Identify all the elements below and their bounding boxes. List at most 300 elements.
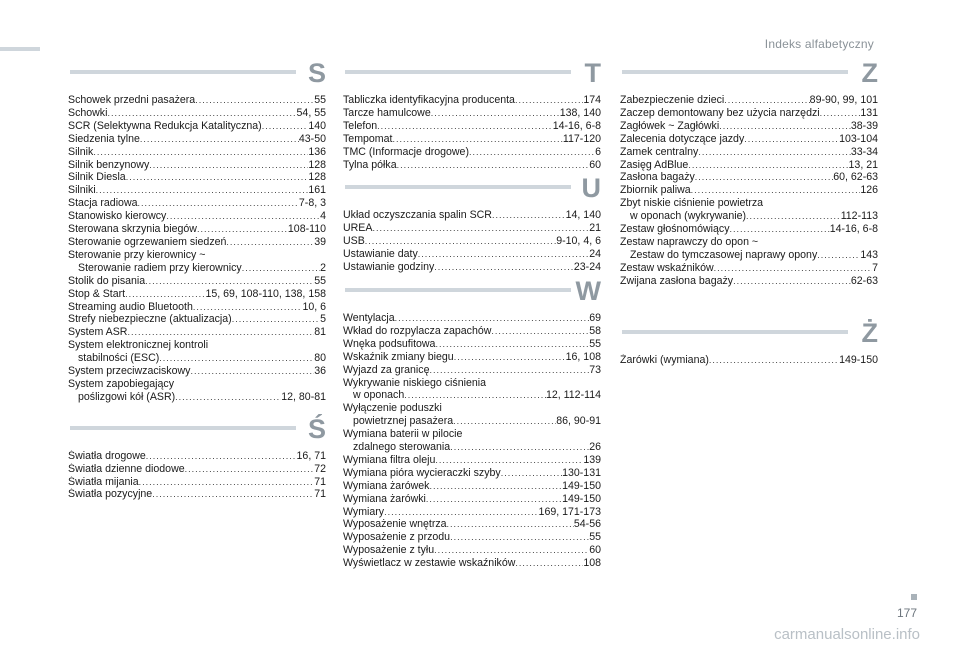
entry-term: Zasięg AdBlue — [620, 158, 689, 171]
dot-leader — [429, 480, 562, 493]
entry-pages: 126 — [860, 184, 878, 197]
entry-term: w oponach — [353, 389, 405, 402]
dot-leader — [166, 210, 320, 223]
entry-term: Tempomat — [343, 132, 393, 145]
dot-leader — [714, 262, 872, 275]
entry-list — [620, 354, 878, 367]
index-entry — [68, 120, 326, 133]
entry-pages: 73 — [589, 363, 601, 376]
index-entry — [343, 441, 601, 454]
entry-term: poślizgowi kół (ASR) — [78, 390, 176, 403]
entry-term: System zapobiegający — [68, 377, 174, 390]
section-divider — [70, 70, 296, 74]
index-entry — [620, 94, 878, 107]
entry-term: Tylna półka — [343, 158, 397, 171]
dot-leader — [195, 94, 314, 107]
index-entry — [620, 236, 878, 249]
index-entry — [343, 402, 601, 415]
index-entry — [343, 506, 601, 519]
dot-leader — [454, 351, 566, 364]
entry-term: Silnik Diesla — [68, 171, 126, 184]
index-entry — [620, 262, 878, 275]
entry-pages: 72 — [314, 462, 326, 475]
entry-term: Telefon — [343, 119, 378, 132]
dot-leader — [746, 210, 841, 223]
entry-term: Żarówki (wymiana) — [620, 353, 709, 366]
entry-pages: 174 — [583, 94, 601, 106]
section-letter: Z — [861, 58, 878, 88]
entry-term: Schowki — [68, 106, 108, 119]
dot-leader — [435, 338, 589, 351]
entry-list — [343, 312, 601, 570]
dot-leader — [435, 454, 583, 467]
dot-leader — [724, 94, 809, 107]
entry-pages: 81 — [314, 326, 326, 339]
index-entry — [343, 261, 601, 274]
index-entry — [68, 391, 326, 404]
index-entry — [68, 450, 326, 463]
index-entry — [343, 312, 601, 325]
entry-term: Stolik do pisania — [68, 274, 146, 287]
index-section — [68, 58, 326, 404]
entry-pages: 55 — [589, 337, 601, 350]
entry-pages: 71 — [314, 488, 326, 501]
entry-pages: 39 — [314, 235, 326, 248]
dot-leader — [145, 275, 314, 288]
entry-pages: 136 — [308, 145, 326, 158]
entry-term: Zaczep demontowany bez użycia narzędzi — [620, 106, 820, 119]
entry-list — [620, 94, 878, 288]
index-section — [620, 58, 878, 288]
index-entry — [343, 531, 601, 544]
entry-pages: 60 — [589, 544, 601, 557]
dot-leader — [193, 301, 303, 314]
index-entry — [68, 262, 326, 275]
entry-pages: 62-63 — [850, 274, 878, 287]
entry-pages: 14-16, 6-8 — [829, 223, 878, 236]
dot-leader — [492, 209, 566, 222]
index-section — [620, 317, 878, 367]
entry-term: Zestaw naprawczy do opon ~ — [620, 235, 759, 248]
entry-pages: 55 — [589, 531, 601, 544]
index-entry — [68, 133, 326, 146]
entry-pages: 10, 6 — [302, 300, 326, 313]
section-divider — [345, 288, 571, 292]
entry-pages: 108-110 — [287, 223, 326, 236]
entry-pages: 140 — [308, 119, 326, 132]
entry-term: Wnęka podsufitowa — [343, 337, 436, 350]
entry-term: zdalnego sterowania — [353, 441, 451, 454]
entry-pages: 71 — [314, 475, 326, 488]
dot-leader — [447, 518, 574, 531]
dot-leader — [730, 223, 830, 236]
entry-term: Wentylacja — [343, 311, 395, 324]
entry-pages: 58 — [589, 324, 601, 337]
index-entry — [343, 415, 601, 428]
index-entry — [343, 467, 601, 480]
index-entry — [68, 171, 326, 184]
index-entry — [620, 354, 878, 367]
entry-term: Strefy niebezpieczne (aktualizacja) — [68, 313, 232, 326]
dot-leader — [733, 275, 851, 288]
entry-term: Zagłówek ~ Zagłówki — [620, 119, 720, 132]
index-entry — [343, 338, 601, 351]
page-number: 177 — [896, 606, 917, 620]
entry-pages: 4 — [320, 210, 326, 223]
entry-pages: 16, 71 — [296, 449, 326, 462]
section-divider — [622, 70, 848, 74]
entry-pages: 12, 80-81 — [281, 390, 326, 403]
dot-leader — [377, 120, 553, 133]
section-letter: S — [307, 58, 326, 88]
index-entry — [620, 107, 878, 120]
dot-leader — [127, 326, 314, 339]
index-column-1 — [68, 58, 326, 501]
index-entry — [343, 94, 601, 107]
entry-term: Ustawianie daty — [343, 248, 418, 261]
dot-leader — [242, 262, 320, 275]
entry-list — [343, 209, 601, 274]
entry-pages: 128 — [308, 158, 326, 171]
section-letter: W — [575, 275, 601, 306]
section-divider — [70, 426, 296, 430]
dot-leader — [404, 389, 546, 402]
index-entry — [343, 159, 601, 172]
index-entry — [620, 171, 878, 184]
index-entry — [620, 184, 878, 197]
dot-leader — [491, 325, 589, 338]
index-entry — [343, 493, 601, 506]
dot-leader — [450, 531, 589, 544]
page-header-title: Indeks alfabetyczny — [764, 37, 874, 51]
dot-leader — [107, 107, 296, 120]
index-entry — [343, 364, 601, 377]
entry-pages: 7-8, 3 — [298, 197, 326, 210]
dot-leader — [146, 450, 297, 463]
entry-term: Zasłona bagaży — [620, 171, 695, 184]
index-entry — [68, 326, 326, 339]
dot-leader — [426, 493, 562, 506]
entry-pages: 143 — [860, 248, 878, 261]
entry-term: Zestaw do tymczasowej naprawy opony — [630, 248, 818, 261]
dot-leader — [501, 467, 562, 480]
entry-list — [343, 94, 601, 171]
dot-leader — [817, 249, 860, 262]
index-section — [343, 58, 601, 171]
index-entry — [68, 94, 326, 107]
entry-pages: 86, 90-91 — [556, 415, 601, 428]
entry-term: Silnik — [68, 145, 94, 158]
entry-term: Światła pozycyjne — [68, 488, 153, 501]
entry-term: UREA — [343, 222, 373, 235]
entry-pages: 108 — [583, 557, 601, 570]
entry-pages: 26 — [589, 441, 601, 454]
index-entry — [68, 275, 326, 288]
dot-leader — [365, 235, 556, 248]
entry-list — [68, 450, 326, 502]
section-letter: Ś — [307, 413, 326, 444]
entry-term: Streaming audio Bluetooth — [68, 300, 193, 313]
index-entry — [343, 480, 601, 493]
entry-term: stabilności (ESC) — [78, 352, 160, 365]
index-entry — [68, 210, 326, 223]
entry-term: Wyświetlacz w zestawie wskaźników — [343, 557, 516, 570]
entry-term: Silniki — [68, 184, 96, 197]
index-entry — [343, 120, 601, 133]
entry-term: powietrznej pasażera — [353, 415, 454, 428]
dot-leader — [93, 146, 308, 159]
index-entry — [620, 146, 878, 159]
index-entry — [343, 209, 601, 222]
entry-term: Wymiary — [343, 505, 385, 518]
dot-leader — [820, 107, 861, 120]
dot-leader — [125, 288, 205, 301]
entry-pages: 14, 140 — [565, 209, 601, 222]
dot-leader — [431, 107, 560, 120]
index-entry — [68, 159, 326, 172]
section-header — [620, 58, 878, 94]
dot-leader — [149, 159, 308, 172]
section-header — [343, 275, 601, 312]
index-entry — [68, 378, 326, 391]
dot-leader — [709, 354, 839, 367]
entry-pages: 16, 108 — [565, 350, 601, 363]
section-divider — [345, 70, 571, 74]
entry-pages: 169, 171-173 — [538, 505, 601, 518]
index-entry — [68, 288, 326, 301]
dot-leader — [515, 94, 583, 107]
top-accent-bar — [0, 47, 40, 51]
section-letter: T — [584, 58, 601, 88]
entry-term: Wymiana filtra oleju — [343, 453, 436, 466]
dot-leader — [698, 146, 851, 159]
entry-term: TMC (Informacje drogowe) — [343, 145, 469, 158]
index-section — [343, 275, 601, 570]
entry-term: Siedzenia tylne — [68, 132, 140, 145]
index-entry — [620, 223, 878, 236]
index-entry — [68, 339, 326, 352]
entry-term: Zestaw głośnomówiący — [620, 223, 730, 236]
entry-pages: 24 — [589, 248, 601, 261]
index-entry — [68, 313, 326, 326]
index-entry — [343, 377, 601, 390]
entry-term: Ustawianie godziny — [343, 261, 435, 274]
entry-term: Wyposażenie z tyłu — [343, 544, 435, 557]
watermark: carmanualsonline.info — [774, 626, 920, 643]
dot-leader — [139, 476, 315, 489]
dot-leader — [372, 222, 589, 235]
entry-term: Zwijana zasłona bagaży — [620, 274, 734, 287]
dot-leader — [691, 184, 861, 197]
entry-term: Sterowana skrzynia biegów — [68, 223, 197, 236]
entry-pages: 36 — [314, 365, 326, 378]
entry-pages: 161 — [308, 184, 326, 197]
dot-leader — [96, 184, 309, 197]
index-section — [68, 413, 326, 502]
dot-leader — [152, 488, 314, 501]
entry-term: Wymiana żarówki — [343, 492, 426, 505]
index-entry — [68, 463, 326, 476]
index-entry — [620, 197, 878, 210]
entry-term: USB — [343, 235, 365, 248]
index-entry — [68, 107, 326, 120]
entry-pages: 55 — [314, 94, 326, 106]
index-entry — [68, 146, 326, 159]
entry-term: Zbiornik paliwa — [620, 184, 691, 197]
entry-pages: 12, 112-114 — [546, 389, 601, 402]
entry-term: Światła drogowe — [68, 449, 146, 462]
entry-pages: 149-150 — [562, 479, 601, 492]
section-header — [620, 317, 878, 354]
entry-term: Układ oczyszczania spalin SCR — [343, 209, 492, 222]
dot-leader — [262, 120, 309, 133]
entry-pages: 130-131 — [562, 466, 601, 479]
dot-leader — [469, 146, 595, 159]
entry-term: Zbyt niskie ciśnienie powietrza — [620, 197, 764, 210]
entry-pages: 131 — [860, 106, 878, 119]
index-entry — [68, 476, 326, 489]
entry-pages: 60 — [589, 158, 601, 171]
entry-pages: 60, 62-63 — [833, 171, 878, 184]
dot-leader — [695, 171, 833, 184]
dot-leader — [453, 415, 556, 428]
entry-pages: 139 — [583, 453, 601, 466]
dot-leader — [434, 544, 589, 557]
entry-pages: 103-104 — [839, 132, 878, 145]
entry-term: Silnik benzynowy — [68, 158, 150, 171]
index-entry — [343, 248, 601, 261]
dot-leader — [515, 557, 583, 570]
index-section — [343, 173, 601, 274]
entry-pages: 33-34 — [850, 145, 878, 158]
entry-term: Zestaw wskaźników — [620, 261, 714, 274]
entry-pages: 69 — [589, 311, 601, 324]
entry-term: SCR (Selektywna Redukcja Katalityczna) — [68, 119, 262, 132]
section-divider — [345, 185, 571, 189]
dot-leader — [185, 463, 315, 476]
entry-pages: 5 — [320, 313, 326, 326]
entry-pages: 38-39 — [850, 119, 878, 132]
dot-leader — [744, 133, 839, 146]
index-entry — [620, 210, 878, 223]
entry-pages: 23-24 — [573, 261, 601, 274]
entry-pages: 14-16, 6-8 — [552, 119, 601, 132]
index-entry — [68, 236, 326, 249]
entry-pages: 138, 140 — [559, 106, 601, 119]
entry-term: Światła mijania — [68, 475, 139, 488]
entry-term: Światła dzienne diodowe — [68, 462, 185, 475]
dot-leader — [175, 391, 281, 404]
dot-leader — [232, 313, 320, 326]
index-entry — [68, 488, 326, 501]
dot-leader — [395, 312, 590, 325]
entry-term: Stanowisko kierowcy — [68, 210, 167, 223]
index-entry — [68, 301, 326, 314]
dot-leader — [384, 506, 538, 519]
entry-term: Sterowanie ogrzewaniem siedzeń — [68, 235, 227, 248]
entry-term: Zamek centralny — [620, 145, 699, 158]
index-entry — [343, 557, 601, 570]
entry-term: Wyposażenie z przodu — [343, 531, 451, 544]
section-header — [68, 58, 326, 94]
entry-term: Tarcze hamulcowe — [343, 106, 431, 119]
dot-leader — [688, 159, 848, 172]
entry-term: Sterowanie radiem przy kierownicy — [78, 261, 242, 274]
index-entry — [343, 107, 601, 120]
entry-term: Wykrywanie niskiego ciśnienia — [343, 376, 486, 389]
index-entry — [343, 454, 601, 467]
index-entry — [68, 249, 326, 262]
dot-leader — [392, 133, 562, 146]
index-entry — [343, 351, 601, 364]
index-column-2 — [343, 58, 601, 570]
index-entry — [343, 544, 601, 557]
entry-list — [68, 94, 326, 404]
index-entry — [343, 235, 601, 248]
index-entry — [620, 159, 878, 172]
index-entry — [343, 518, 601, 531]
dot-leader — [719, 120, 851, 133]
entry-pages: 13, 21 — [848, 158, 878, 171]
entry-term: Wymiana żarówek — [343, 479, 430, 492]
index-entry — [343, 389, 601, 402]
entry-pages: 7 — [872, 261, 878, 274]
entry-term: Sterowanie przy kierownicy ~ — [68, 248, 206, 261]
entry-term: Zalecenia dotyczące jazdy — [620, 132, 745, 145]
index-entry — [68, 352, 326, 365]
entry-pages: 89-90, 99, 101 — [809, 94, 878, 106]
dot-leader — [126, 171, 309, 184]
entry-pages: 54, 55 — [296, 106, 326, 119]
section-divider — [622, 330, 848, 334]
entry-term: Wyjazd za granicę — [343, 363, 430, 376]
entry-term: System przeciwzaciskowy — [68, 365, 191, 378]
entry-term: Wskaźnik zmiany biegu — [343, 350, 454, 363]
entry-term: Schowek przedni pasażera — [68, 94, 196, 106]
index-entry — [343, 133, 601, 146]
entry-term: Tabliczka identyfikacyjna producenta — [343, 94, 515, 106]
entry-pages: 54-56 — [573, 518, 601, 531]
index-column-3 — [620, 58, 878, 367]
entry-pages: 43-50 — [298, 132, 326, 145]
entry-term: Wyłączenie poduszki — [343, 402, 442, 415]
index-entry — [68, 223, 326, 236]
section-letter: Ż — [861, 317, 878, 348]
index-entry — [343, 428, 601, 441]
entry-pages: 15, 69, 108-110, 138, 158 — [205, 287, 326, 300]
entry-term: w oponach (wykrywanie) — [630, 210, 746, 223]
section-header — [343, 58, 601, 94]
entry-term: Wymiana baterii w pilocie — [343, 428, 463, 441]
index-entry — [68, 365, 326, 378]
dot-leader — [418, 248, 589, 261]
index-entry — [68, 197, 326, 210]
index-entry — [343, 222, 601, 235]
entry-pages: 21 — [589, 222, 601, 235]
index-entry — [343, 325, 601, 338]
index-entry — [343, 146, 601, 159]
entry-pages: 9-10, 4, 6 — [556, 235, 601, 248]
entry-pages: 117-120 — [562, 132, 601, 145]
dot-leader — [429, 364, 589, 377]
dot-leader — [434, 261, 574, 274]
dot-leader — [197, 223, 288, 236]
section-header — [343, 173, 601, 209]
dot-leader — [397, 159, 590, 172]
index-entry — [620, 249, 878, 262]
entry-pages: 149-150 — [562, 492, 601, 505]
entry-pages: 112-113 — [840, 210, 878, 223]
